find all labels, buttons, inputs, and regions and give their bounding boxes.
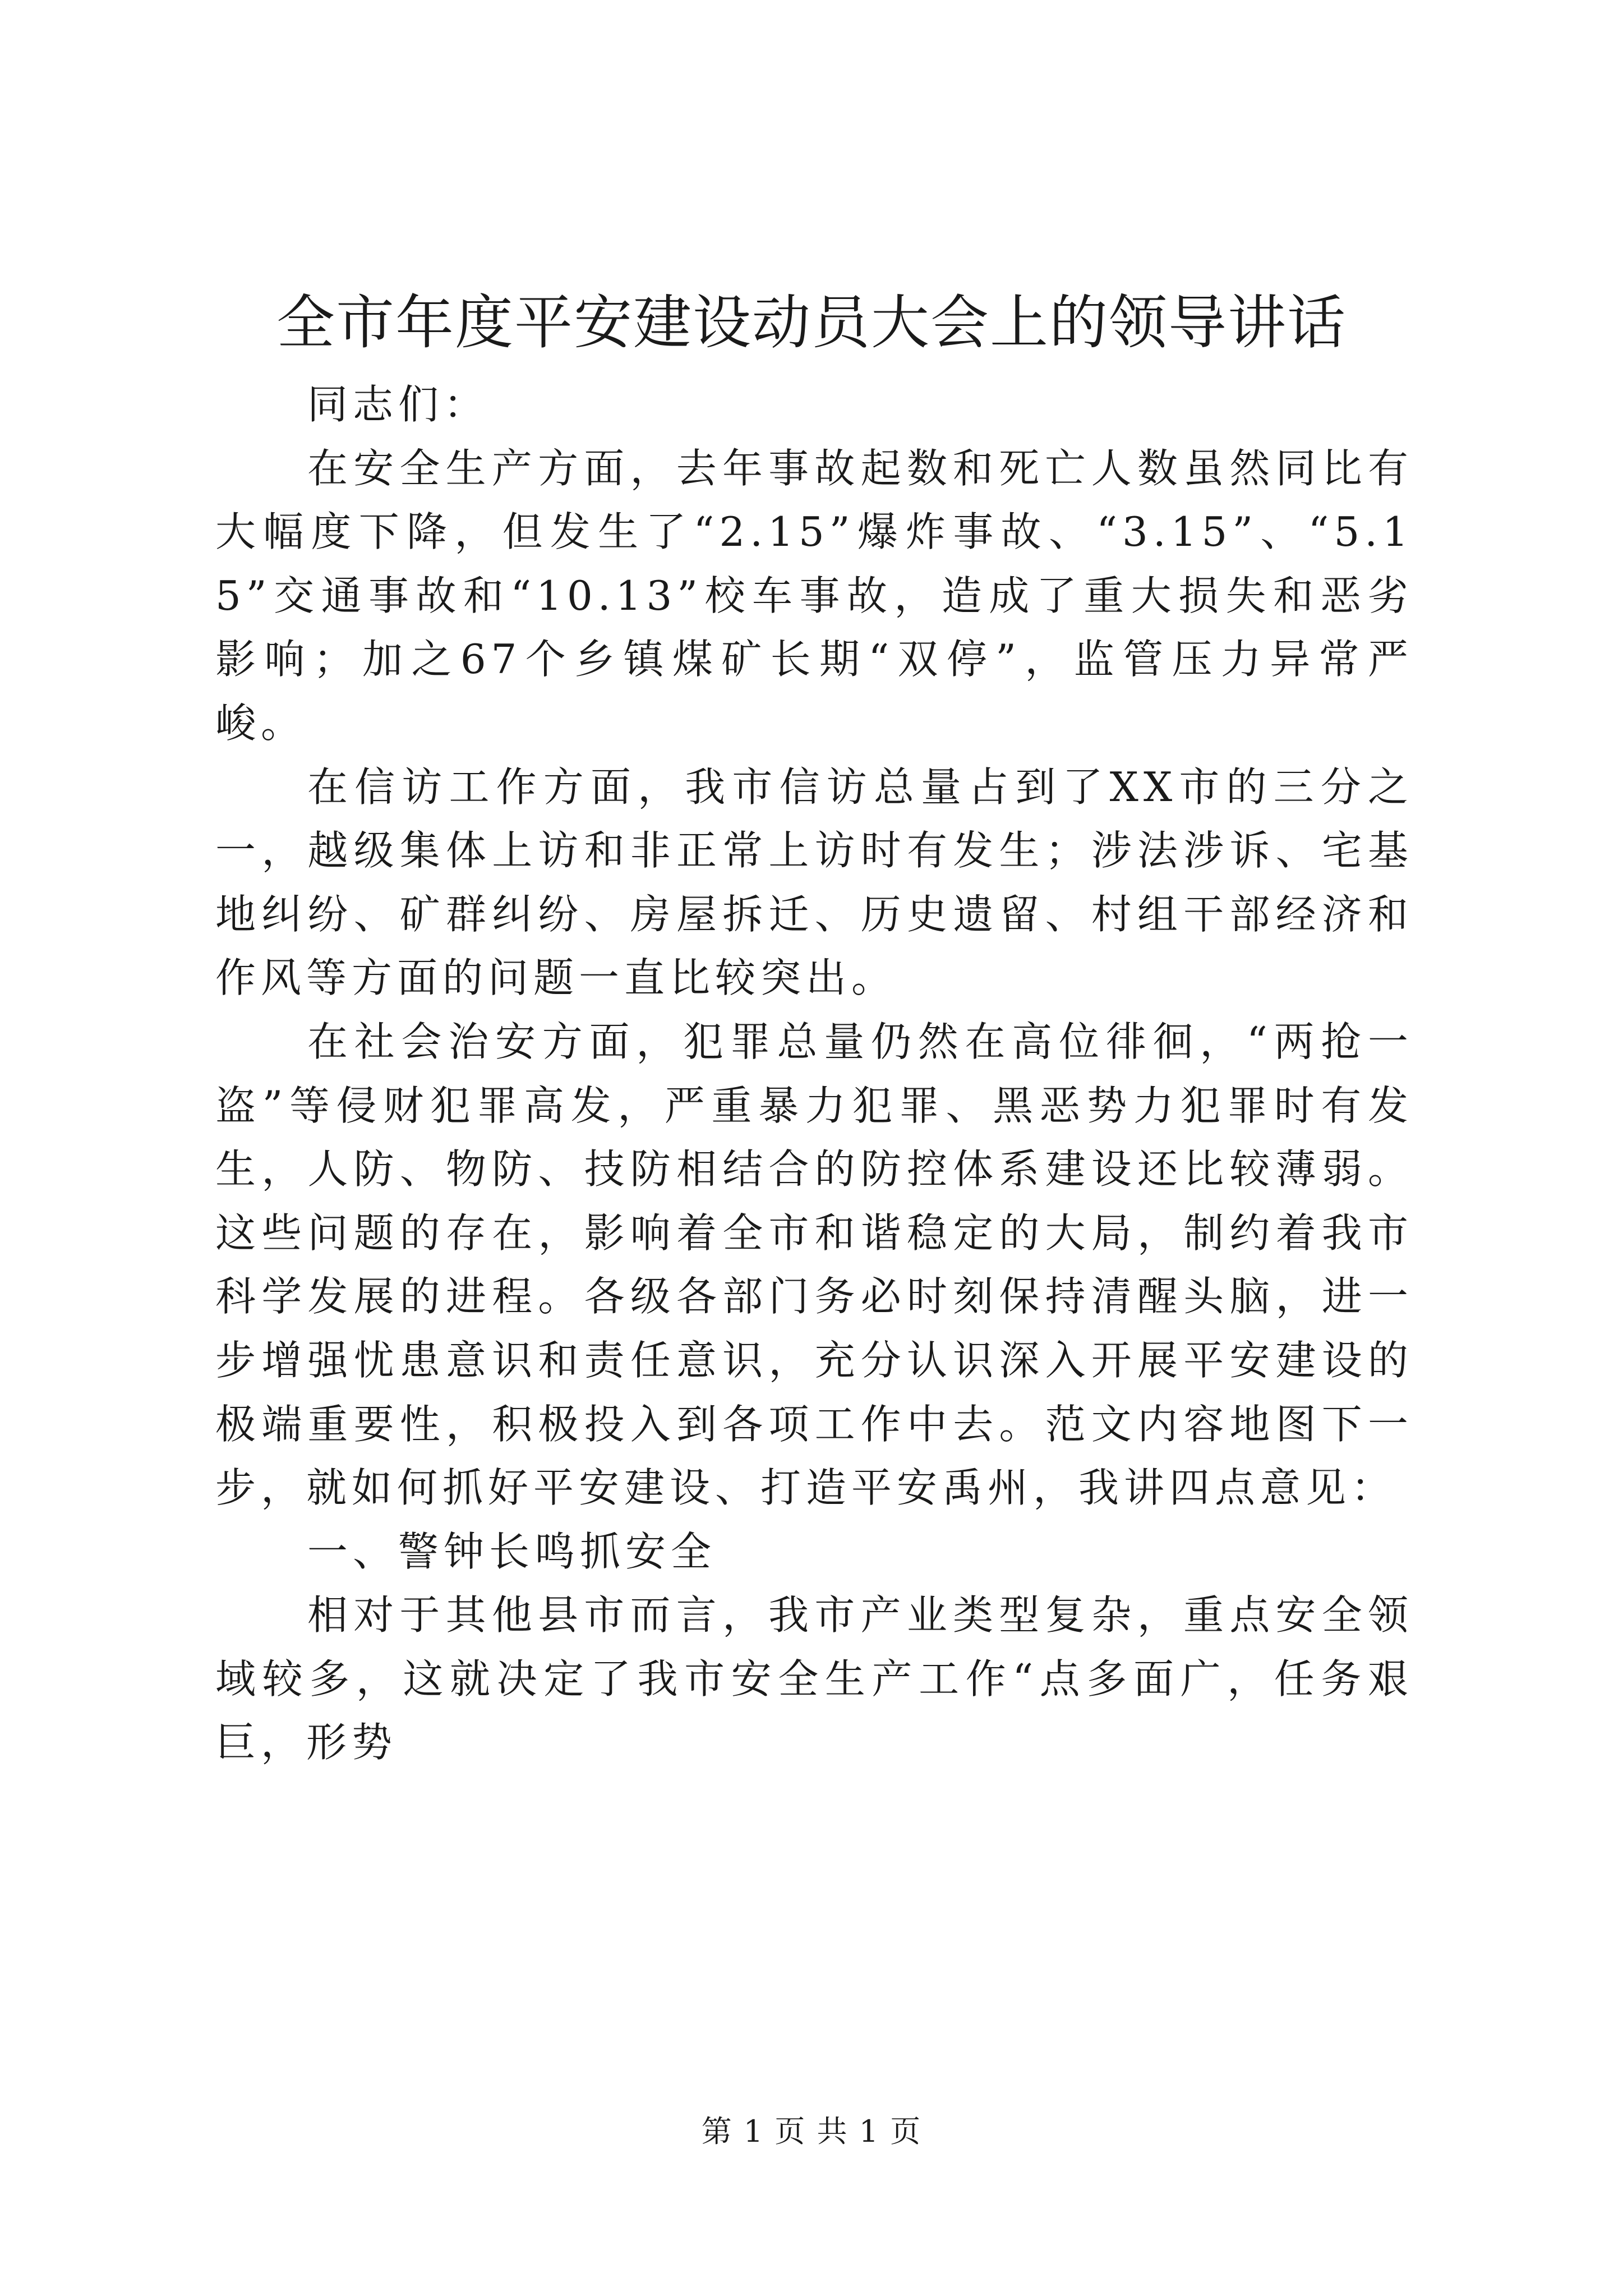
paragraph-safety-production: 在安全生产方面，去年事故起数和死亡人数虽然同比有大幅度下降，但发生了“2.15”爆炸事故、“3.15”、“5.15”交通事故和“10.13”校车事故，造成了重大损失和恶劣影响；加之67个乡镇煤矿长期“双停”，监管压力异常严峻。 [215, 444, 1413, 747]
section-heading-1: 一、警钟长鸣抓安全 [307, 1527, 717, 1575]
page-number-footer: 第 1 页 共 1 页 [701, 2114, 922, 2149]
salutation: 同志们： [307, 381, 490, 428]
paragraph-public-security: 在社会治安方面，犯罪总量仍然在高位徘徊，“两抢一盗”等侵财犯罪高发，严重暴力犯罪、黑恶势力犯罪时有发生，人防、物防、技防相结合的防控体系建设还比较薄弱。这些问题的存在，影响着全市和谐稳定的大局，制约着我市科学发展的进程。各级各部门务必时刻保持清醒头脑，进一步增强忧患意识和责任意识，充分认识深入开展平安建设的极端重要性，积极投入到各项工作中去。范文内容地图下一步，就如何抓好平安建设、打造平安禹州，我讲四点意见： [215, 1018, 1413, 1512]
document-title: 全市年度平安建设动员大会上的领导讲话 [276, 288, 1347, 357]
document-body [215, 373, 1413, 1775]
paragraph-petition-work: 在信访工作方面，我市信访总量占到了XX市的三分之一，越级集体上访和非正常上访时有发生；涉法涉诉、宅基地纠纷、矿群纠纷、房屋拆迁、历史遗留、村组干部经济和作风等方面的问题一直比较突出。 [215, 763, 1413, 1002]
paragraph-section-1: 相对于其他县市而言，我市产业类型复杂，重点安全领域较多，这就决定了我市安全生产工作“点多面广，任务艰巨，形势 [215, 1591, 1413, 1766]
